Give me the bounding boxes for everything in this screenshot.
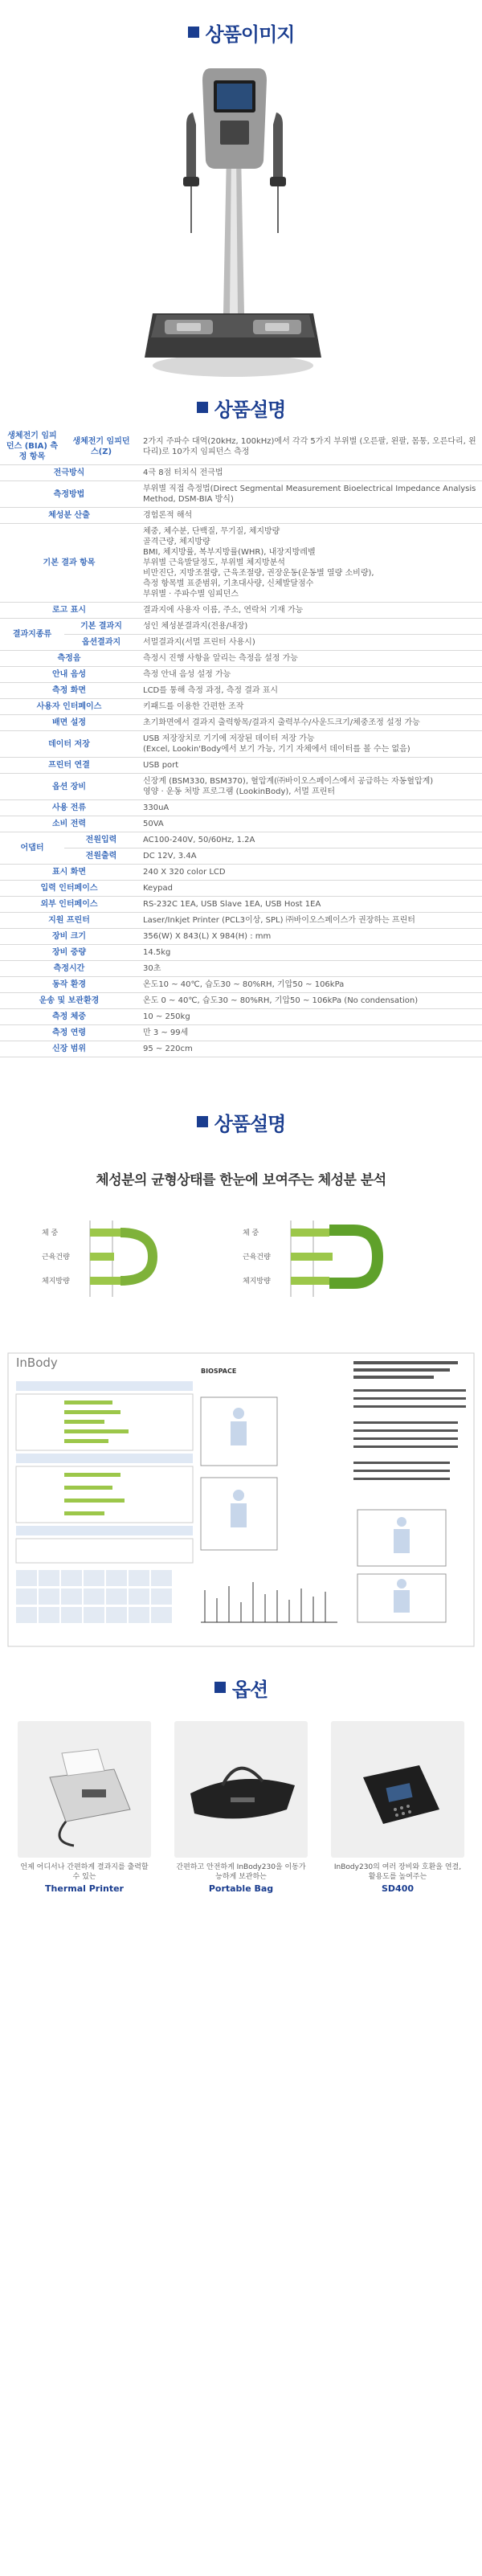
spec-category: 데이터 저장 [0,731,138,758]
bar-label-weight: 체 중 [42,1229,59,1237]
spec-row [0,816,482,832]
spec-value: DC 12V, 3.4A [138,848,482,865]
spec-subcategory: 기본 결과지 [64,619,138,635]
spec-category: 기본 결과 항목 [0,524,138,603]
spec-category: 측정 화면 [0,683,138,699]
spec-category: 체성분 산출 [0,508,138,524]
bar-label-muscle: 근육건량 [42,1253,70,1261]
spec-value: 신장계 (BSM330, BSM370), 혈압계(㈜바이오스페이스에서 공급하는 자동혈압계) 영양 · 운동 처방 프로그램 (LookinBody), 서멀 프린터 [138,774,482,800]
spec-category: 전극방식 [0,465,138,481]
spec-row [0,603,482,619]
spec-category: 신장 범위 [0,1041,138,1057]
spec-value: 성인 체성분결과지(전용/내장) [138,619,482,635]
spec-row [0,945,482,961]
spec-subcategory: 전원출력 [64,848,138,865]
spec-row [0,1025,482,1041]
spec-row [0,993,482,1009]
spec-value: 356(W) X 843(L) X 984(H) : mm [138,929,482,945]
spec-value: 온도10 ~ 40℃, 습도30 ~ 80%RH, 기압50 ~ 106kPa [138,977,482,993]
sd400-image [331,1721,464,1858]
section-title-desc [0,391,482,423]
section-title-text: 옵션 [231,1678,268,1701]
bar-label-fat: 체지방량 [42,1278,70,1286]
spec-category: 안내 음성 [0,667,138,683]
spec-category: 프린터 연결 [0,758,138,774]
spec-category: 로고 표시 [0,603,138,619]
spec-value: 초기화면에서 결과지 출력항목/결과지 출력부수/사운드크기/체중조정 설정 가능 [138,715,482,731]
spec-category: 배면 설정 [0,715,138,731]
spec-category: 측정음 [0,651,138,667]
square-bullet-icon [197,402,208,413]
inbody-machine-illustration [0,48,482,390]
option-description: 간편하고 안전하게 InBody230을 이동가능하게 보관하는 [176,1863,306,1881]
spec-row [0,929,482,945]
spec-row [0,961,482,977]
spec-value: 30초 [138,961,482,977]
spec-value: 330uA [138,800,482,816]
inbody-logo: InBody [16,1355,58,1370]
spec-row [0,683,482,699]
spec-category: 측정 체중 [0,1009,138,1025]
option-name: SD400 [381,1883,414,1894]
option-sd400[interactable] [331,1721,464,1894]
spec-value: 만 3 ~ 99세 [138,1025,482,1041]
spec-category: 표시 화면 [0,865,138,881]
spec-value: 14.5kg [138,945,482,961]
spec-row [0,651,482,667]
spec-value: USB port [138,758,482,774]
spec-category: 옵션 장비 [0,774,138,800]
spec-row [0,465,482,481]
spec-row [0,758,482,774]
square-bullet-icon [197,1116,208,1127]
option-description: InBody230의 여러 장비와 호환을 연결, 활용도를 높여주는 [333,1863,462,1881]
spec-category: 입력 인터페이스 [0,881,138,897]
spec-category: 사용 전류 [0,800,138,816]
spec-value: LCD를 통해 측정 과정, 측정 결과 표시 [138,683,482,699]
balanced-bars-left [42,1221,153,1297]
section-title-options [0,1671,482,1703]
spec-category: 지원 프린터 [0,913,138,929]
square-bullet-icon [188,27,199,38]
option-name: Thermal Printer [45,1883,124,1894]
spec-row [0,715,482,731]
spec-row [0,508,482,524]
spec-category: 측정 연령 [0,1025,138,1041]
spec-value: USB 저장장치로 기기에 저장된 데이터 저장 가능 (Excel, Lookin'Body에서 보기 가능, 기기 자체에서 데이터를 볼 수는 없음) [138,731,482,758]
spec-category: 생체전기 임피던스 (BIA) 측정 항목 [0,428,64,465]
bar-label-muscle: 근육건량 [243,1253,271,1261]
spec-row [0,774,482,800]
analysis-headline: 체성분의 균형상태를 한눈에 보여주는 체성분 분석 [96,1172,386,1188]
spec-row [0,913,482,929]
option-thermal-printer[interactable] [18,1721,151,1894]
spec-value: 측정시 진행 사항을 알리는 측정음 설정 가능 [138,651,482,667]
spec-value: 부위별 직접 측정법(Direct Segmental Measurement Bioelectrical Impedance Analysis Method, DSM-BIA 방식) [138,481,482,508]
spec-row [0,865,482,881]
section-title-text: 상품설명 [214,398,286,421]
spec-value: 경험론적 해석 [138,508,482,524]
spec-value: 240 X 320 color LCD [138,865,482,881]
section-title-desc-2 [0,1106,482,1138]
spec-row [0,699,482,715]
balanced-bars-right [243,1221,378,1297]
portable-bag-image [174,1721,308,1858]
spec-value: AC100-240V, 50/60Hz, 1.2A [138,832,482,848]
bar-label-fat: 체지방량 [243,1278,271,1286]
spec-value: 10 ~ 250kg [138,1009,482,1025]
spec-row [0,635,482,651]
spec-category: 소비 전력 [0,816,138,832]
spec-row [0,428,482,465]
spec-row [0,977,482,993]
spec-category: 장비 중량 [0,945,138,961]
spec-row [0,481,482,508]
option-description: 언제 어디서나 간편하게 결과지를 출력할 수 있는 [20,1863,149,1881]
spec-value: 2가지 주파수 대역(20kHz, 100kHz)에서 각각 5가지 부위별 (오른팔, 왼팔, 몸통, 오른다리, 왼다리)로 10가지 임피던스 측정 [138,428,482,465]
body-composition-graphic [0,1188,482,1349]
spec-value: Keypad [138,881,482,897]
spec-category: 측정방법 [0,481,138,508]
thermal-printer-image [18,1721,151,1858]
spec-value: 키패드를 이용한 간편한 조작 [138,699,482,715]
spec-value: 측정 안내 음성 설정 가능 [138,667,482,683]
spec-category: 사용자 인터페이스 [0,699,138,715]
options-list [0,1721,482,1906]
option-name: Portable Bag [208,1883,274,1894]
spec-category: 장비 크기 [0,929,138,945]
section-title-image [0,16,482,48]
spec-category: 결과지종류 [0,619,64,651]
spec-category: 운송 및 보관환경 [0,993,138,1009]
spec-category: 측정시간 [0,961,138,977]
spec-row [0,881,482,897]
spec-subcategory: 전원입력 [64,832,138,848]
spec-value: 체중, 체수분, 단백질, 무기질, 체지방량 골격근량, 체지방량 BMI, 체지방률, 복부지방률(WHR), 내장지방레벨 부위별 근육발달정도, 부위별 체지방분석 비만진단, 지방조절량, 근육조절량, 권장운동(운동별 열량 소비량), 측정 항목별 표준범위, 기초대사량, 신체발달점수 부위별 · 주파수별 임피던스 [138,524,482,603]
biospace-logo: BIOSPACE [201,1368,237,1375]
spec-subcategory: 옵션결과지 [64,635,138,651]
spec-row [0,619,482,635]
spec-value: 4극 8점 터치식 전극법 [138,465,482,481]
spec-value: RS-232C 1EA, USB Slave 1EA, USB Host 1EA [138,897,482,913]
option-portable-bag[interactable] [174,1721,308,1894]
result-sheet-sample [0,1349,482,1650]
spec-row [0,731,482,758]
spec-row [0,524,482,603]
spec-table [0,428,482,1057]
square-bullet-icon [214,1682,226,1693]
spec-row [0,667,482,683]
spec-value: 온도 0 ~ 40℃, 습도30 ~ 80%RH, 기압50 ~ 106kPa (No condensation) [138,993,482,1009]
spec-value: 서멀결과지(서멀 프린터 사용시) [138,635,482,651]
section-title-text: 상품설명 [214,1112,286,1135]
bar-label-weight: 체 중 [243,1229,259,1237]
spec-value: 95 ~ 220cm [138,1041,482,1057]
spec-row [0,800,482,816]
section-title-text: 상품이미지 [205,22,295,46]
product-image [0,48,482,390]
spec-row [0,897,482,913]
spec-value: Laser/Inkjet Printer (PCL3이상, SPL) ㈜바이오스페이스가 권장하는 프린터 [138,913,482,929]
spec-category: 동작 환경 [0,977,138,993]
spec-value: 결과지에 사용자 이름, 주소, 연락처 기재 가능 [138,603,482,619]
spec-row [0,832,482,848]
spec-row [0,1041,482,1057]
spec-row [0,848,482,865]
spec-row [0,1009,482,1025]
spec-value: 50VA [138,816,482,832]
spec-category: 외부 인터페이스 [0,897,138,913]
spec-subcategory: 생체전기 임피던스(Z) [64,428,138,465]
spec-category: 어댑터 [0,832,64,865]
